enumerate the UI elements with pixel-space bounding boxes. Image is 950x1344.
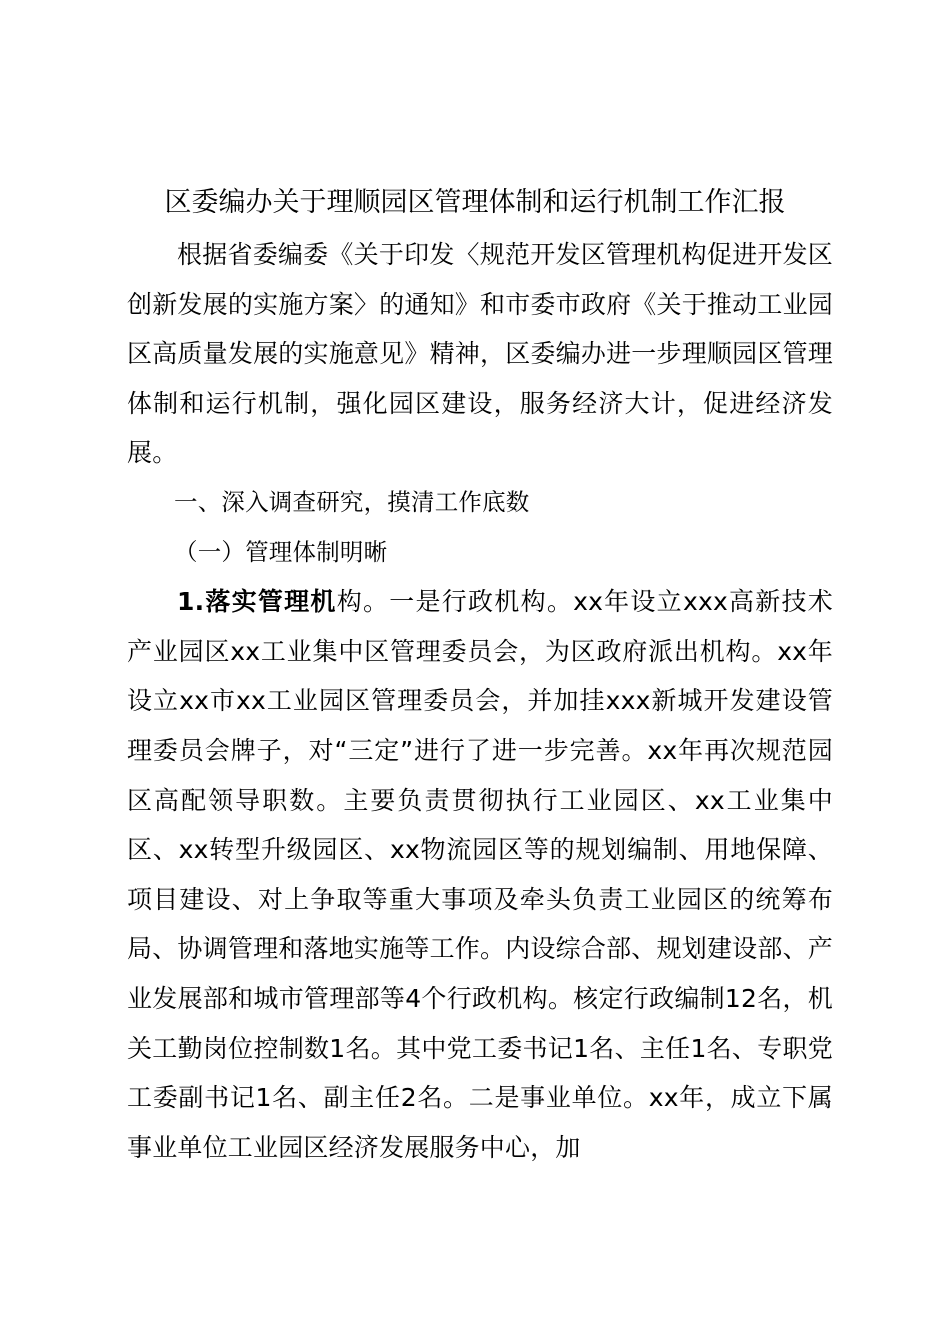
- item-text: 构。一是行政机构。xx年设立xxx高新技术产业园区xx工业集中区管理委员会，为区政府派出机构。xx年设立xx市xx工业园区管理委员会，并加挂xxx新城开发建设管理委员会牌子，对“三定”进行了进一步完善。xx年再次规范园区高配领导职数。主要负责贯彻执行工业园区、xx工业集中区、xx转型升级园区、xx物流园区等的规划编制、用地保障、项目建设、对上争取等重大事项及牵头负责工业园区的统筹布局、协调管理和落地实施等工作。内设综合部、规划建设部、产业发展部和城市管理部等4个行政机构。核定行政编制12名，机关工勤岗位控制数1名。其中党工委书记1名、主任1名、专职党工委副书记1名、副主任2名。二是事业单位。xx年，成立下属事业单位工业园区经济发展服务中心，加: [127, 587, 833, 1162]
- item-paragraph: [127, 577, 833, 1172]
- item-lead: 1.落实管理机: [177, 587, 337, 617]
- intro-paragraph: 根据省委编委《关于印发〈规范开发区管理机构促进开发区创新发展的实施方案〉的通知》和市委市政府《关于推动工业园区高质量发展的实施意见》精神，区委编办进一步理顺园区管理体制和运行机制，强化园区建设，服务经济大计，促进经济发展。: [127, 240, 833, 468]
- document-title: 区委编办关于理顺园区管理体制和运行机制工作汇报: [164, 187, 786, 218]
- document-body: [127, 230, 833, 1172]
- section-heading: 一、深入调查研究，摸清工作底数: [174, 487, 530, 516]
- subsection-heading: （一）管理体制明晰: [174, 537, 388, 566]
